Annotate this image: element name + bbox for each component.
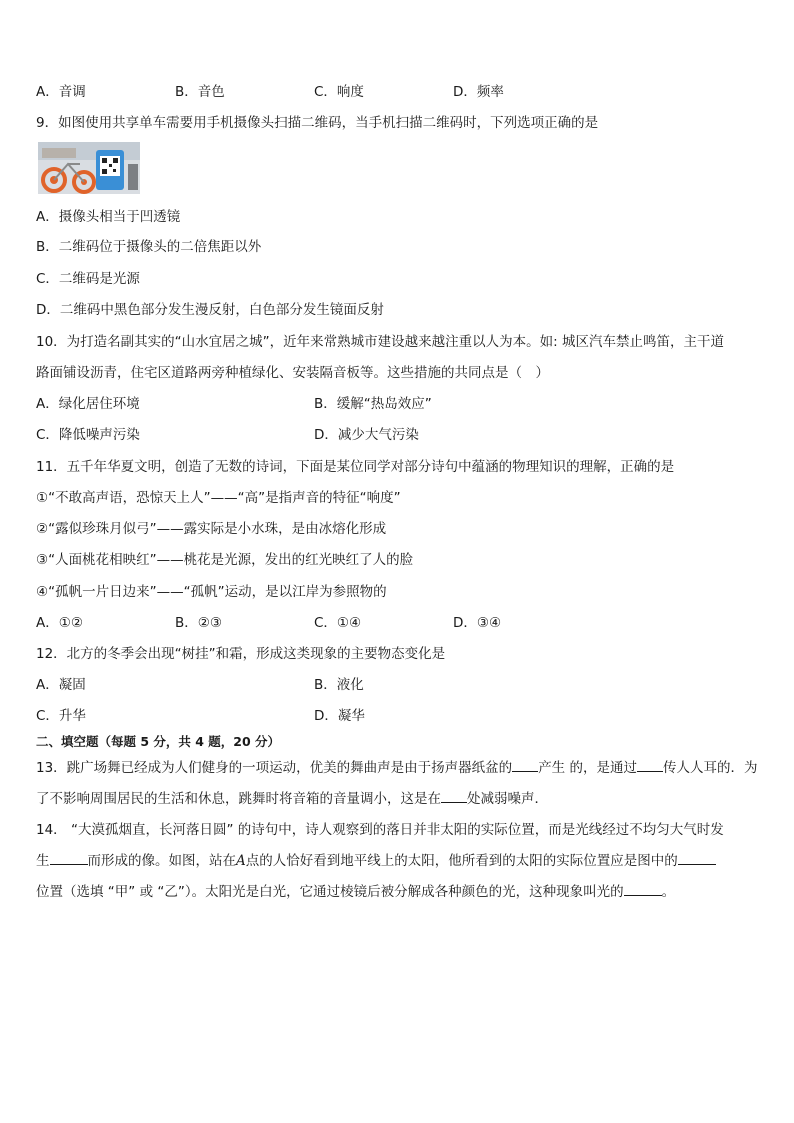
q12-option-c: C．升华	[36, 708, 86, 724]
q11-item-3: ③“人面桃花相映红”——桃花是光源，发出的红光映红了人的脸	[36, 552, 414, 568]
q10-stem-line1: 10．为打造名副其实的“山水宜居之城”，近年来常熟城市建设越来越注重以人为本。如: 城区汽车禁止鸣笛，主干道	[36, 334, 725, 350]
q13-blank-1[interactable]	[512, 757, 538, 772]
q12-option-b: B．液化	[314, 677, 364, 693]
q8-option-b: B．音色	[175, 84, 225, 100]
point-a-symbol: A	[236, 853, 246, 869]
q11-option-a: A．①②	[36, 615, 83, 631]
q14-blank-3[interactable]	[624, 881, 662, 896]
q11-option-c: C．①④	[314, 615, 362, 631]
q10-option-b: B．缓解“热岛效应”	[314, 396, 432, 412]
q9-option-a: A．摄像头相当于凹透镜	[36, 209, 181, 225]
q9-option-c: C．二维码是光源	[36, 271, 140, 287]
q13-text-4: 了不影响周围居民的生活和休息，跳舞时将音箱的音量调小，这是在	[36, 791, 441, 807]
q9-option-d: D．二维码中黑色部分发生漫反射，白色部分发生镜面反射	[36, 302, 384, 318]
q10-stem-line2: 路面铺设沥青，住宅区道路两旁种植绿化、安装隔音板等。这些措施的共同点是（ ）	[36, 365, 549, 381]
q10-option-a: A．绿化居住环境	[36, 396, 140, 412]
q10-option-c: C．降低噪声污染	[36, 427, 140, 443]
q11-stem: 11．五千年华夏文明，创造了无数的诗词，下面是某位同学对部分诗句中蕴涵的物理知识的理解，正确的是	[36, 459, 675, 475]
q13-blank-3[interactable]	[441, 788, 467, 803]
q13-blank-2[interactable]	[637, 757, 663, 772]
q9-option-b: B．二维码位于摄像头的二倍焦距以外	[36, 239, 262, 255]
q14-blank-1[interactable]	[50, 850, 88, 865]
q13-paragraph	[36, 753, 758, 815]
q14-text-3: 而形成的像。如图，站在	[87, 853, 236, 869]
shared-bike-qr-image	[38, 142, 140, 194]
q13-text-5: 处减弱噪声．	[467, 791, 548, 807]
q10-option-d: D．减少大气污染	[314, 427, 419, 443]
q12-stem: 12．北方的冬季会出现“树挂”和霜，形成这类现象的主要物态变化是	[36, 646, 446, 662]
q13-text-1: 13．跳广场舞已经成为人们健身的一项运动，优美的舞曲声是由于扬声器纸盆的	[36, 760, 513, 776]
q13-text-2: 产生 的，是通过	[538, 760, 637, 776]
q11-option-b: B．②③	[175, 615, 222, 631]
q12-option-d: D．凝华	[314, 708, 365, 724]
q11-option-d: D．③④	[453, 615, 502, 631]
q14-text-4: 点的人恰好看到地平线上的太阳，他所看到的太阳的实际位置应是图中的	[245, 853, 678, 869]
q8-option-a: A．音调	[36, 84, 86, 100]
q14-text-6: 。	[661, 884, 676, 900]
q13-text-3: 传人人耳的．为	[662, 760, 758, 776]
q8-option-c: C．响度	[314, 84, 364, 100]
q11-item-1: ①“不敢高声语，恐惊天上人”——“高”是指声音的特征“响度”	[36, 490, 401, 506]
q12-option-a: A．凝固	[36, 677, 86, 693]
q14-text-1: 14． “大漠孤烟直，长河落日圆” 的诗句中，诗人观察到的落日并非太阳的实际位置，而是光线经过不均匀大气时发	[36, 822, 724, 838]
q14-text-5: 位置（选填 “甲” 或 “乙”）。太阳光是白光，它通过棱镜后被分解成各种颜色的光，这种现象叫光的	[36, 884, 624, 900]
section-heading-fill-in: 二、填空题（每题 5 分，共 4 题，20 分）	[36, 734, 281, 749]
q14-blank-2[interactable]	[678, 850, 716, 865]
q8-option-d: D．频率	[453, 84, 504, 100]
q14-paragraph	[36, 815, 758, 908]
q11-item-4: ④“孤帆一片日边来”——“孤帆”运动，是以江岸为参照物的	[36, 584, 387, 600]
q14-text-2: 生	[36, 853, 50, 869]
q9-stem: 9．如图使用共享单车需要用手机摄像头扫描二维码，当手机扫描二维码时，下列选项正确的是	[36, 115, 599, 131]
q11-item-2: ②“露似珍珠月似弓”——露实际是小水珠，是由冰熔化形成	[36, 521, 387, 537]
